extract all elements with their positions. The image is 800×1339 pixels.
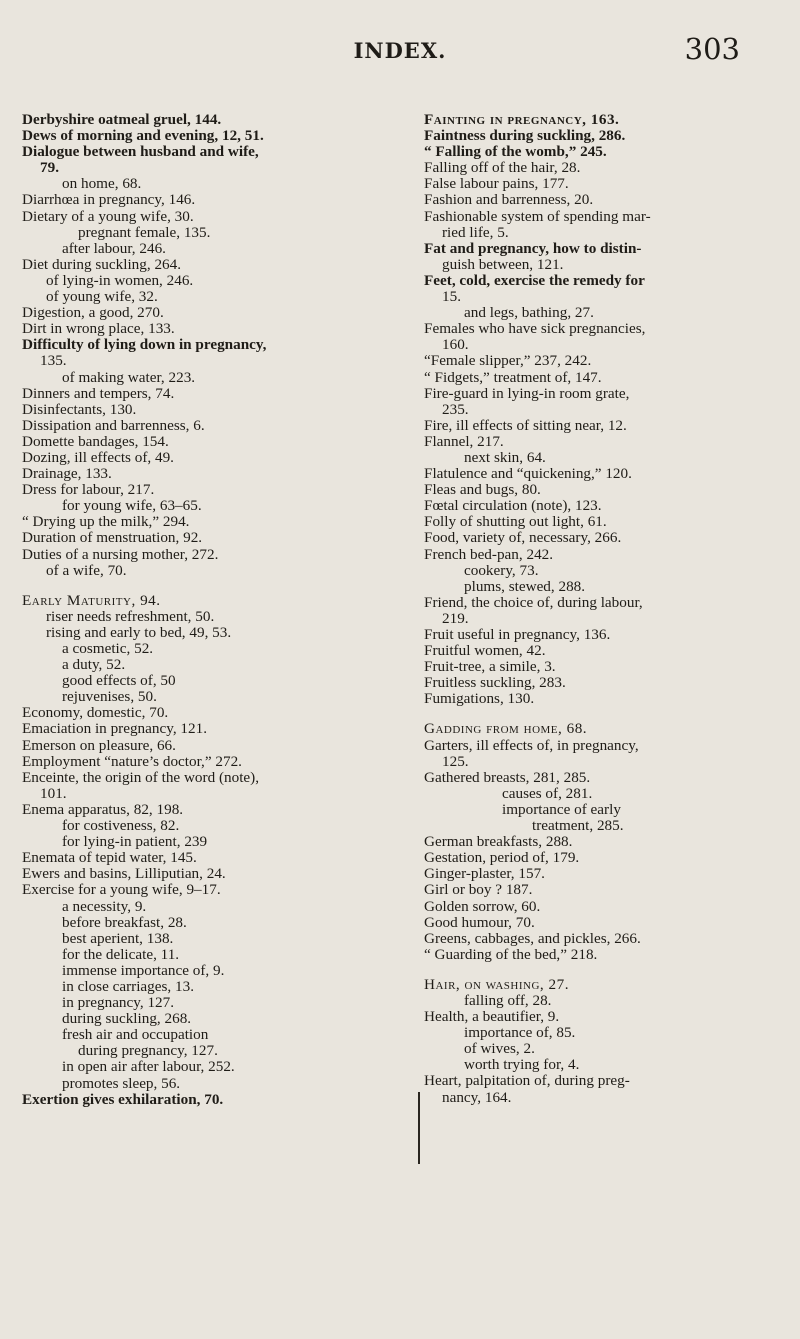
index-entry: Dirt in wrong place, 133. bbox=[22, 320, 175, 338]
index-entry: 125. bbox=[442, 752, 469, 770]
index-entry: immense importance of, 9. bbox=[62, 961, 225, 979]
index-entry: Emaciation in pregnancy, 121. bbox=[22, 720, 208, 738]
index-entry: of wives, 2. bbox=[464, 1040, 535, 1058]
index-entry: Exertion gives exhilaration, 70. bbox=[22, 1090, 224, 1108]
index-entry: Ewers and basins, Lilliputian, 24. bbox=[22, 865, 226, 883]
index-entry: Fleas and bugs, 80. bbox=[424, 481, 541, 499]
index-entry: after labour, 246. bbox=[62, 239, 166, 257]
index-entry: Dews of morning and evening, 12, 51. bbox=[22, 127, 264, 145]
index-entry: Heart, palpitation of, during preg- bbox=[424, 1072, 630, 1090]
index-entry: fresh air and occupation bbox=[62, 1026, 209, 1044]
index-entry: Golden sorrow, 60. bbox=[424, 897, 541, 915]
index-entry: treatment, 285. bbox=[532, 817, 624, 835]
index-entry: Duration of menstruation, 92. bbox=[22, 529, 203, 547]
index-entry: French bed-pan, 242. bbox=[424, 545, 554, 563]
index-entry: Girl or boy ? 187. bbox=[424, 881, 533, 899]
index-entry: rejuvenises, 50. bbox=[62, 688, 157, 706]
index-entry: Good humour, 70. bbox=[424, 913, 535, 931]
index-column-left bbox=[22, 112, 414, 1108]
index-entry: German breakfasts, 288. bbox=[424, 833, 573, 851]
index-entry: Drainage, 133. bbox=[22, 465, 112, 483]
index-entry: Fruitless suckling, 283. bbox=[424, 674, 566, 692]
index-entry: 219. bbox=[442, 609, 469, 627]
index-entry: Fruit useful in pregnancy, 136. bbox=[424, 626, 611, 643]
index-entry: Fire, ill effects of sitting near, 12. bbox=[424, 416, 627, 434]
index-entry: Enemata of tepid water, 145. bbox=[22, 849, 197, 867]
index-entry: Folly of shutting out light, 61. bbox=[424, 513, 607, 531]
index-entry: 15. bbox=[442, 288, 461, 306]
index-entry: Falling off of the hair, 28. bbox=[424, 159, 581, 177]
index-entry: Domette bandages, 154. bbox=[22, 432, 169, 450]
index-entry: Difficulty of lying down in pregnancy, bbox=[22, 336, 267, 354]
index-entry: in open air after labour, 252. bbox=[62, 1058, 235, 1076]
index-entry: of lying-in women, 246. bbox=[46, 271, 194, 289]
index-entry: “ Falling of the womb,” 245. bbox=[424, 143, 607, 161]
index-entry: “ Guarding of the bed,” 218. bbox=[424, 945, 598, 963]
index-entry: Fat and pregnancy, how to distin- bbox=[424, 239, 642, 257]
index-entry: plums, stewed, 288. bbox=[464, 577, 586, 595]
index-entry: “ Drying up the milk,” 294. bbox=[22, 513, 190, 531]
index-entry: Gadding from home, 68. bbox=[424, 720, 588, 738]
index-entry: importance of early bbox=[502, 800, 621, 818]
index-entry: rising and early to bed, 49, 53. bbox=[46, 623, 232, 641]
index-entry: worth trying for, 4. bbox=[464, 1056, 580, 1074]
index-entry: Diet during suckling, 264. bbox=[22, 255, 182, 273]
index-entry: Gestation, period of, 179. bbox=[424, 849, 580, 867]
index-entry: in close carriages, 13. bbox=[62, 977, 194, 995]
index-entry: False labour pains, 177. bbox=[424, 175, 569, 193]
index-entry: Dress for labour, 217. bbox=[22, 481, 155, 499]
index-entry: Fœtal circulation (note), 123. bbox=[424, 497, 602, 515]
index-entry: for lying-in patient, 239 bbox=[62, 833, 208, 851]
index-entry: Fruitful women, 42. bbox=[424, 642, 546, 660]
index-entry: Fashion and barrenness, 20. bbox=[424, 191, 594, 209]
index-entry: causes of, 281. bbox=[502, 784, 593, 802]
index-entry: Fainting in pregnancy, 163. bbox=[424, 111, 620, 128]
index-entry: Employment “nature’s doctor,” 272. bbox=[22, 752, 242, 770]
section-gap bbox=[424, 963, 784, 977]
running-head bbox=[0, 32, 800, 78]
index-entry: during pregnancy, 127. bbox=[78, 1042, 218, 1060]
index-entry: Dozing, ill effects of, 49. bbox=[22, 448, 174, 466]
index-column-right bbox=[424, 112, 784, 1106]
section-gap bbox=[424, 707, 784, 721]
index-entry: Fruit-tree, a simile, 3. bbox=[424, 658, 556, 676]
index-entry: Ginger-plaster, 157. bbox=[424, 865, 545, 883]
margin-rule bbox=[418, 1092, 420, 1164]
index-entry: a cosmetic, 52. bbox=[62, 640, 154, 657]
index-entry: Economy, domestic, 70. bbox=[22, 704, 169, 722]
index-entry: Dinners and tempers, 74. bbox=[22, 384, 175, 402]
index-entry: Health, a beautifier, 9. bbox=[424, 1008, 560, 1026]
index-entry: Enceinte, the origin of the word (note), bbox=[22, 768, 260, 786]
index-entry: importance of, 85. bbox=[464, 1024, 576, 1042]
index-entry: next skin, 64. bbox=[464, 448, 546, 466]
index-entry: nancy, 164. bbox=[442, 1088, 512, 1106]
index-entry: for young wife, 63–65. bbox=[62, 497, 202, 515]
index-entry: “ Fidgets,” treatment of, 147. bbox=[424, 368, 602, 386]
index-entry: pregnant female, 135. bbox=[78, 223, 211, 241]
index-entry: before breakfast, 28. bbox=[62, 913, 187, 931]
index-entry: 79. bbox=[40, 159, 59, 177]
index-entry: Greens, cabbages, and pickles, 266. bbox=[424, 929, 641, 947]
index-entry: and legs, bathing, 27. bbox=[464, 304, 594, 322]
index-entry: 160. bbox=[442, 336, 469, 354]
index-entry: Emerson on pleasure, 66. bbox=[22, 736, 176, 754]
index-entry: of making water, 223. bbox=[62, 368, 196, 386]
index-entry: for costiveness, 82. bbox=[62, 817, 180, 835]
index-entry: Early Maturity, 94. bbox=[22, 591, 161, 609]
index-entry: Dialogue between husband and wife, bbox=[22, 143, 259, 161]
index-entry: Flatulence and “quickening,” 120. bbox=[424, 465, 632, 483]
index-entry: in pregnancy, 127. bbox=[62, 994, 175, 1012]
page-number: 303 bbox=[684, 32, 740, 66]
index-entry: Enema apparatus, 82, 198. bbox=[22, 800, 184, 818]
index-entry: Dietary of a young wife, 30. bbox=[22, 207, 194, 225]
section-gap bbox=[22, 579, 414, 593]
index-entry: Feet, cold, exercise the remedy for bbox=[424, 271, 645, 289]
index-entry: Faintness during suckling, 286. bbox=[424, 127, 626, 145]
index-entry: promotes sleep, 56. bbox=[62, 1074, 181, 1092]
index-entry: Friend, the choice of, during labour, bbox=[424, 593, 643, 611]
index-entry: Females who have sick pregnancies, bbox=[424, 320, 646, 338]
index-entry: Hair, on washing, 27. bbox=[424, 975, 569, 993]
index-entry: of a wife, 70. bbox=[46, 561, 127, 579]
index-entry: Disinfectants, 130. bbox=[22, 400, 137, 418]
index-entry: good effects of, 50 bbox=[62, 672, 176, 690]
index-entry: a duty, 52. bbox=[62, 656, 126, 674]
index-entry: for the delicate, 11. bbox=[62, 945, 180, 963]
index-entry: Flannel, 217. bbox=[424, 432, 504, 450]
index-entry: Dissipation and barrenness, 6. bbox=[22, 416, 205, 434]
index-entry: 235. bbox=[442, 400, 469, 418]
index-entry: on home, 68. bbox=[62, 175, 142, 193]
index-entry: Fashionable system of spending mar- bbox=[424, 207, 651, 225]
index-entry: Food, variety of, necessary, 266. bbox=[424, 529, 622, 547]
index-entry: best aperient, 138. bbox=[62, 929, 174, 947]
index-entry: of young wife, 32. bbox=[46, 288, 158, 306]
index-entry: ried life, 5. bbox=[442, 223, 509, 241]
index-entry: Fumigations, 130. bbox=[424, 690, 535, 708]
index-entry: Fire-guard in lying-in room grate, bbox=[424, 384, 630, 402]
index-entry: cookery, 73. bbox=[464, 561, 539, 579]
index-entry: guish between, 121. bbox=[442, 255, 564, 273]
index-entry: during suckling, 268. bbox=[62, 1010, 192, 1028]
index-entry: falling off, 28. bbox=[464, 991, 552, 1009]
index-entry: Gathered breasts, 281, 285. bbox=[424, 768, 591, 786]
index-entry: 135. bbox=[40, 352, 67, 370]
index-entry: Garters, ill effects of, in pregnancy, bbox=[424, 736, 639, 754]
index-entry: Exercise for a young wife, 9–17. bbox=[22, 881, 221, 899]
index-entry: “Female slipper,” 237, 242. bbox=[424, 352, 592, 370]
index-entry: Digestion, a good, 270. bbox=[22, 304, 164, 322]
page-title: INDEX. bbox=[353, 38, 447, 63]
index-entry: Duties of a nursing mother, 272. bbox=[22, 545, 219, 563]
index-entry: 101. bbox=[40, 784, 67, 802]
index-entry: a necessity, 9. bbox=[62, 897, 147, 915]
index-entry: Derbyshire oatmeal gruel, 144. bbox=[22, 111, 222, 128]
index-entry: Diarrhœa in pregnancy, 146. bbox=[22, 191, 196, 209]
index-entry: riser needs refreshment, 50. bbox=[46, 607, 215, 625]
